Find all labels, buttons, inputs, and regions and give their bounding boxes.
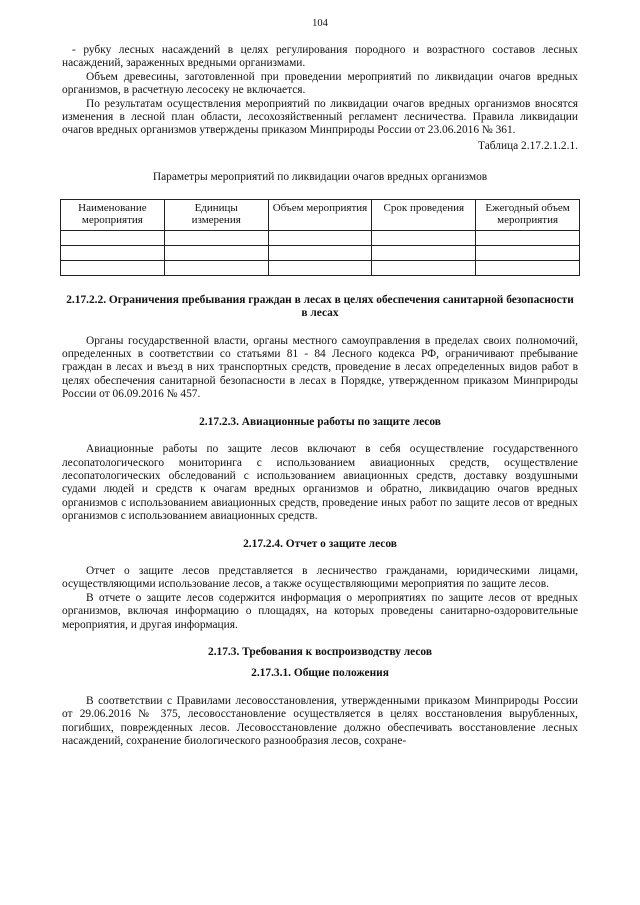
heading-2-17-2-3: 2.17.2.3. Авиационные работы по защите лесов: [199, 415, 441, 428]
intro-paragraph-3: По результатам осуществления мероприятий по ликвидации очагов вредных организмов вносятся изменения в лесной план области, лесохозяйственный регламент лесничества. Правила ликвидации очагов вредных организмов утверждены приказом Минприроды России от 23.06.2016 № 361.: [62, 97, 578, 137]
heading-2-17-3: 2.17.3. Требования к воспроизводству лесов: [208, 645, 432, 658]
table-row: [61, 245, 580, 260]
intro-paragraph-2: Объем древесины, заготовленной при проведении мероприятий по ликвидации очагов вредных организмов, в расчетную лесосеку не включается.: [62, 70, 578, 97]
measures-table: [60, 199, 580, 276]
paragraph-2-17-2-3: Авиационные работы по защите лесов включают в себя осуществление государственного лесопатологического мониторинга с использованием авиационных средств, осуществление лесопатологических обследований с использованием авиационных средств, доставку воздушными судами людей и средств к очагам вредных организмов и обратно, ликвидацию очагов вредных организмов с использованием авиационных средств, проведение иных работ по защите лесов от вредных организмов с использованием авиационных средств.: [62, 443, 578, 523]
table-header-row: [61, 199, 580, 230]
table-row: [61, 230, 580, 245]
paragraph-2-17-2-4-b: В отчете о защите лесов содержится информация о мероприятиях по защите лесов от вредных организмов, включая информацию о площадях, на которых проведены санитарно-оздоровительные мероприятия, и другая информация.: [62, 591, 578, 631]
heading-2-17-3-1: 2.17.3.1. Общие положения: [251, 667, 389, 680]
table-row: [61, 260, 580, 275]
heading-2-17-2-4: 2.17.2.4. Отчет о защите лесов: [243, 537, 397, 550]
table-header-unit: Единицы измерения: [164, 199, 268, 230]
paragraph-2-17-2-4-a: Отчет о защите лесов представляется в лесничество гражданами, юридическими лицами, осуществляющими использование лесов, а также осуществляющими мероприятия по защите лесов.: [62, 564, 578, 591]
paragraph-2-17-3-1: В соответствии с Правилами лесовосстановления, утвержденными приказом Минприроды России от 29.06.2016 № 375, лесовосстановление осуществляется в целях восстановления вырубленных, погибших, поврежденных лесов. Лесовосстановление должно обеспечивать восстановление лесных насаждений, сохранение биологического разнообразия лесов, сохране-: [62, 694, 578, 747]
table-number: Таблица 2.17.2.1.2.1.: [478, 139, 578, 152]
page-number: 104: [312, 18, 328, 29]
heading-2-17-2-2: 2.17.2.2. Ограничения пребывания граждан в лесах в целях обеспечения санитарной безопасности в лесах: [66, 293, 574, 320]
table-header-term: Срок проведения: [372, 199, 476, 230]
table-title: Параметры мероприятий по ликвидации очагов вредных организмов: [152, 171, 488, 184]
table-header-annual: Ежегодный объем мероприятия: [476, 199, 580, 230]
paragraph-2-17-2-2: Органы государственной власти, органы местного самоуправления в пределах своих полномочий, определенных в соответствии со статьями 81 - 84 Лесного кодекса РФ, ограничивают пребывание граждан в лесах и въезд в них транспортных средств, проведение в лесах определенных видов работ в целях обеспечения санитарной безопасности в лесах в Порядке, утвержденном приказом Минприроды России от 06.09.2016 № 457.: [62, 334, 578, 401]
page-content: [62, 44, 578, 748]
intro-paragraph-1: - рубку лесных насаждений в целях регулирования породного и возрастного составов лесных насаждений, зараженных вредными организмами.: [62, 44, 578, 70]
table-header-name: Наименование мероприятия: [61, 199, 165, 230]
table-header-volume: Объем мероприятия: [268, 199, 372, 230]
